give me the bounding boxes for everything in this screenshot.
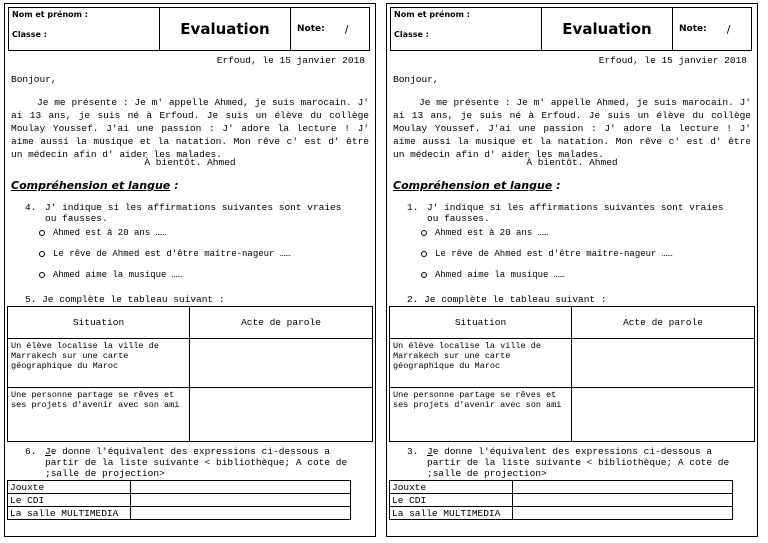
expression-cell: Jouxte	[390, 481, 513, 494]
date-line: Erfoud, le 15 janvier 2018	[598, 55, 747, 66]
statement-item: Ahmed aime la musique ……	[421, 270, 565, 280]
statement-item: Le rêve de Ahmed est d'être maître-nageur ……	[421, 249, 673, 259]
statement-item: Le rêve de Ahmed est d'être maître-nageur ……	[39, 249, 291, 259]
answer-cell[interactable]	[513, 494, 733, 507]
answer-cell[interactable]	[131, 481, 351, 494]
table-header-situation: Situation	[8, 307, 190, 339]
expression-cell: Jouxte	[8, 481, 131, 494]
section-title: Compréhension et langue :	[11, 179, 179, 192]
question-number: 1.	[407, 202, 419, 213]
question-number: 4.	[25, 202, 37, 213]
situation-cell: Une personne partage se rêves et ses projets d'avenir avec son ami	[390, 388, 572, 442]
question-table	[25, 294, 225, 305]
name-label: Nom et prénom :	[394, 10, 470, 19]
class-label: Classe :	[394, 30, 429, 39]
evaluation-sheet-left	[4, 3, 376, 537]
answer-cell[interactable]	[513, 507, 733, 520]
circle-bullet-icon	[39, 230, 45, 236]
question-number: 3.	[407, 446, 419, 457]
class-label: Classe :	[12, 30, 47, 39]
question-equivalent	[407, 446, 737, 479]
question-text: Je donne l'équivalent des expressions ci-dessous a partir de la liste suivante < bibliothèque; A cote de ;salle de projection>	[427, 446, 730, 479]
situation-cell: Un élève localise la ville de Marrakech sur une carte géographique du Maroc	[390, 339, 572, 388]
expression-cell: Le CDI	[8, 494, 131, 507]
speech-act-table	[389, 306, 755, 442]
note-label: Note:	[297, 24, 325, 34]
expression-cell: La salle MULTIMEDIA	[8, 507, 131, 520]
circle-bullet-icon	[39, 272, 45, 278]
answer-cell[interactable]	[572, 339, 755, 388]
question-text: Je donne l'équivalent des expressions ci-dessous a partir de la liste suivante < bibliothèque; A cote de ;salle de projection>	[45, 446, 348, 479]
signoff: À bientôt. Ahmed	[526, 157, 618, 168]
date-line: Erfoud, le 15 janvier 2018	[216, 55, 365, 66]
answer-cell[interactable]	[131, 494, 351, 507]
question-text: J' indique si les affirmations suivantes sont vraies ou fausses.	[427, 202, 724, 224]
identity-cell	[391, 8, 542, 50]
signoff: À bientôt. Ahmed	[144, 157, 236, 168]
question-equivalent	[25, 446, 355, 479]
intro-text: Je me présente : Je m' appelle Ahmed, je suis marocain. J' ai 13 ans, je suis né à Erfoud. Je suis un élève du collège Moulay Youssef. J'ai une passion : J' adore la lecture ! J' aime aussi la musique et la natation. Mon rêve c' est d' être un médecin afin d' aider les malades.	[393, 97, 751, 160]
equivalents-table	[389, 480, 733, 520]
expression-cell: La salle MULTIMEDIA	[390, 507, 513, 520]
answer-cell[interactable]	[190, 388, 373, 442]
header-box	[8, 7, 370, 51]
question-true-false	[407, 202, 737, 224]
statement-item: Ahmed est à 20 ans ……	[39, 228, 166, 238]
answer-cell[interactable]	[131, 507, 351, 520]
circle-bullet-icon	[421, 272, 427, 278]
intro-text: Je me présente : Je m' appelle Ahmed, je suis marocain. J' ai 13 ans, je suis né à Erfoud. Je suis un élève du collège Moulay Youssef. J'ai une passion : J' adore la lecture ! J' aime aussi la musique et la natation. Mon rêve c' est d' être un médecin afin d' aider les malades.	[11, 97, 369, 160]
sheet-title: Evaluation	[542, 8, 673, 50]
question-table	[407, 294, 607, 305]
note-slash: /	[726, 22, 731, 36]
question-text: Je complète le tableau suivant :	[42, 294, 225, 305]
note-cell	[673, 8, 751, 50]
situation-cell: Une personne partage se rêves et ses projets d'avenir avec son ami	[8, 388, 190, 442]
answer-cell[interactable]	[572, 388, 755, 442]
header-box	[390, 7, 752, 51]
identity-cell	[9, 8, 160, 50]
statement-item: Ahmed est à 20 ans ……	[421, 228, 548, 238]
circle-bullet-icon	[421, 230, 427, 236]
question-text: J' indique si les affirmations suivantes sont vraies ou fausses.	[45, 202, 342, 224]
answer-cell[interactable]	[190, 339, 373, 388]
equivalents-table	[7, 480, 351, 520]
note-label: Note:	[679, 24, 707, 34]
note-cell	[291, 8, 369, 50]
greeting: Bonjour,	[393, 74, 439, 85]
statement-item: Ahmed aime la musique ……	[39, 270, 183, 280]
situation-cell: Un élève localise la ville de Marrakech sur une carte géographique du Maroc	[8, 339, 190, 388]
table-header-situation: Situation	[390, 307, 572, 339]
question-number: 2.	[407, 294, 419, 305]
circle-bullet-icon	[421, 251, 427, 257]
table-header-speech-act: Acte de parole	[572, 307, 755, 339]
answer-cell[interactable]	[513, 481, 733, 494]
speech-act-table	[7, 306, 373, 442]
question-true-false	[25, 202, 355, 224]
expression-cell: Le CDI	[390, 494, 513, 507]
sheet-title: Evaluation	[160, 8, 291, 50]
greeting: Bonjour,	[11, 74, 57, 85]
table-header-speech-act: Acte de parole	[190, 307, 373, 339]
name-label: Nom et prénom :	[12, 10, 88, 19]
note-slash: /	[344, 22, 349, 36]
question-number: 6.	[25, 446, 37, 457]
question-text: Je complète le tableau suivant :	[424, 294, 607, 305]
evaluation-sheet-right	[386, 3, 758, 537]
circle-bullet-icon	[39, 251, 45, 257]
section-title: Compréhension et langue :	[393, 179, 561, 192]
question-number: 5.	[25, 294, 37, 305]
